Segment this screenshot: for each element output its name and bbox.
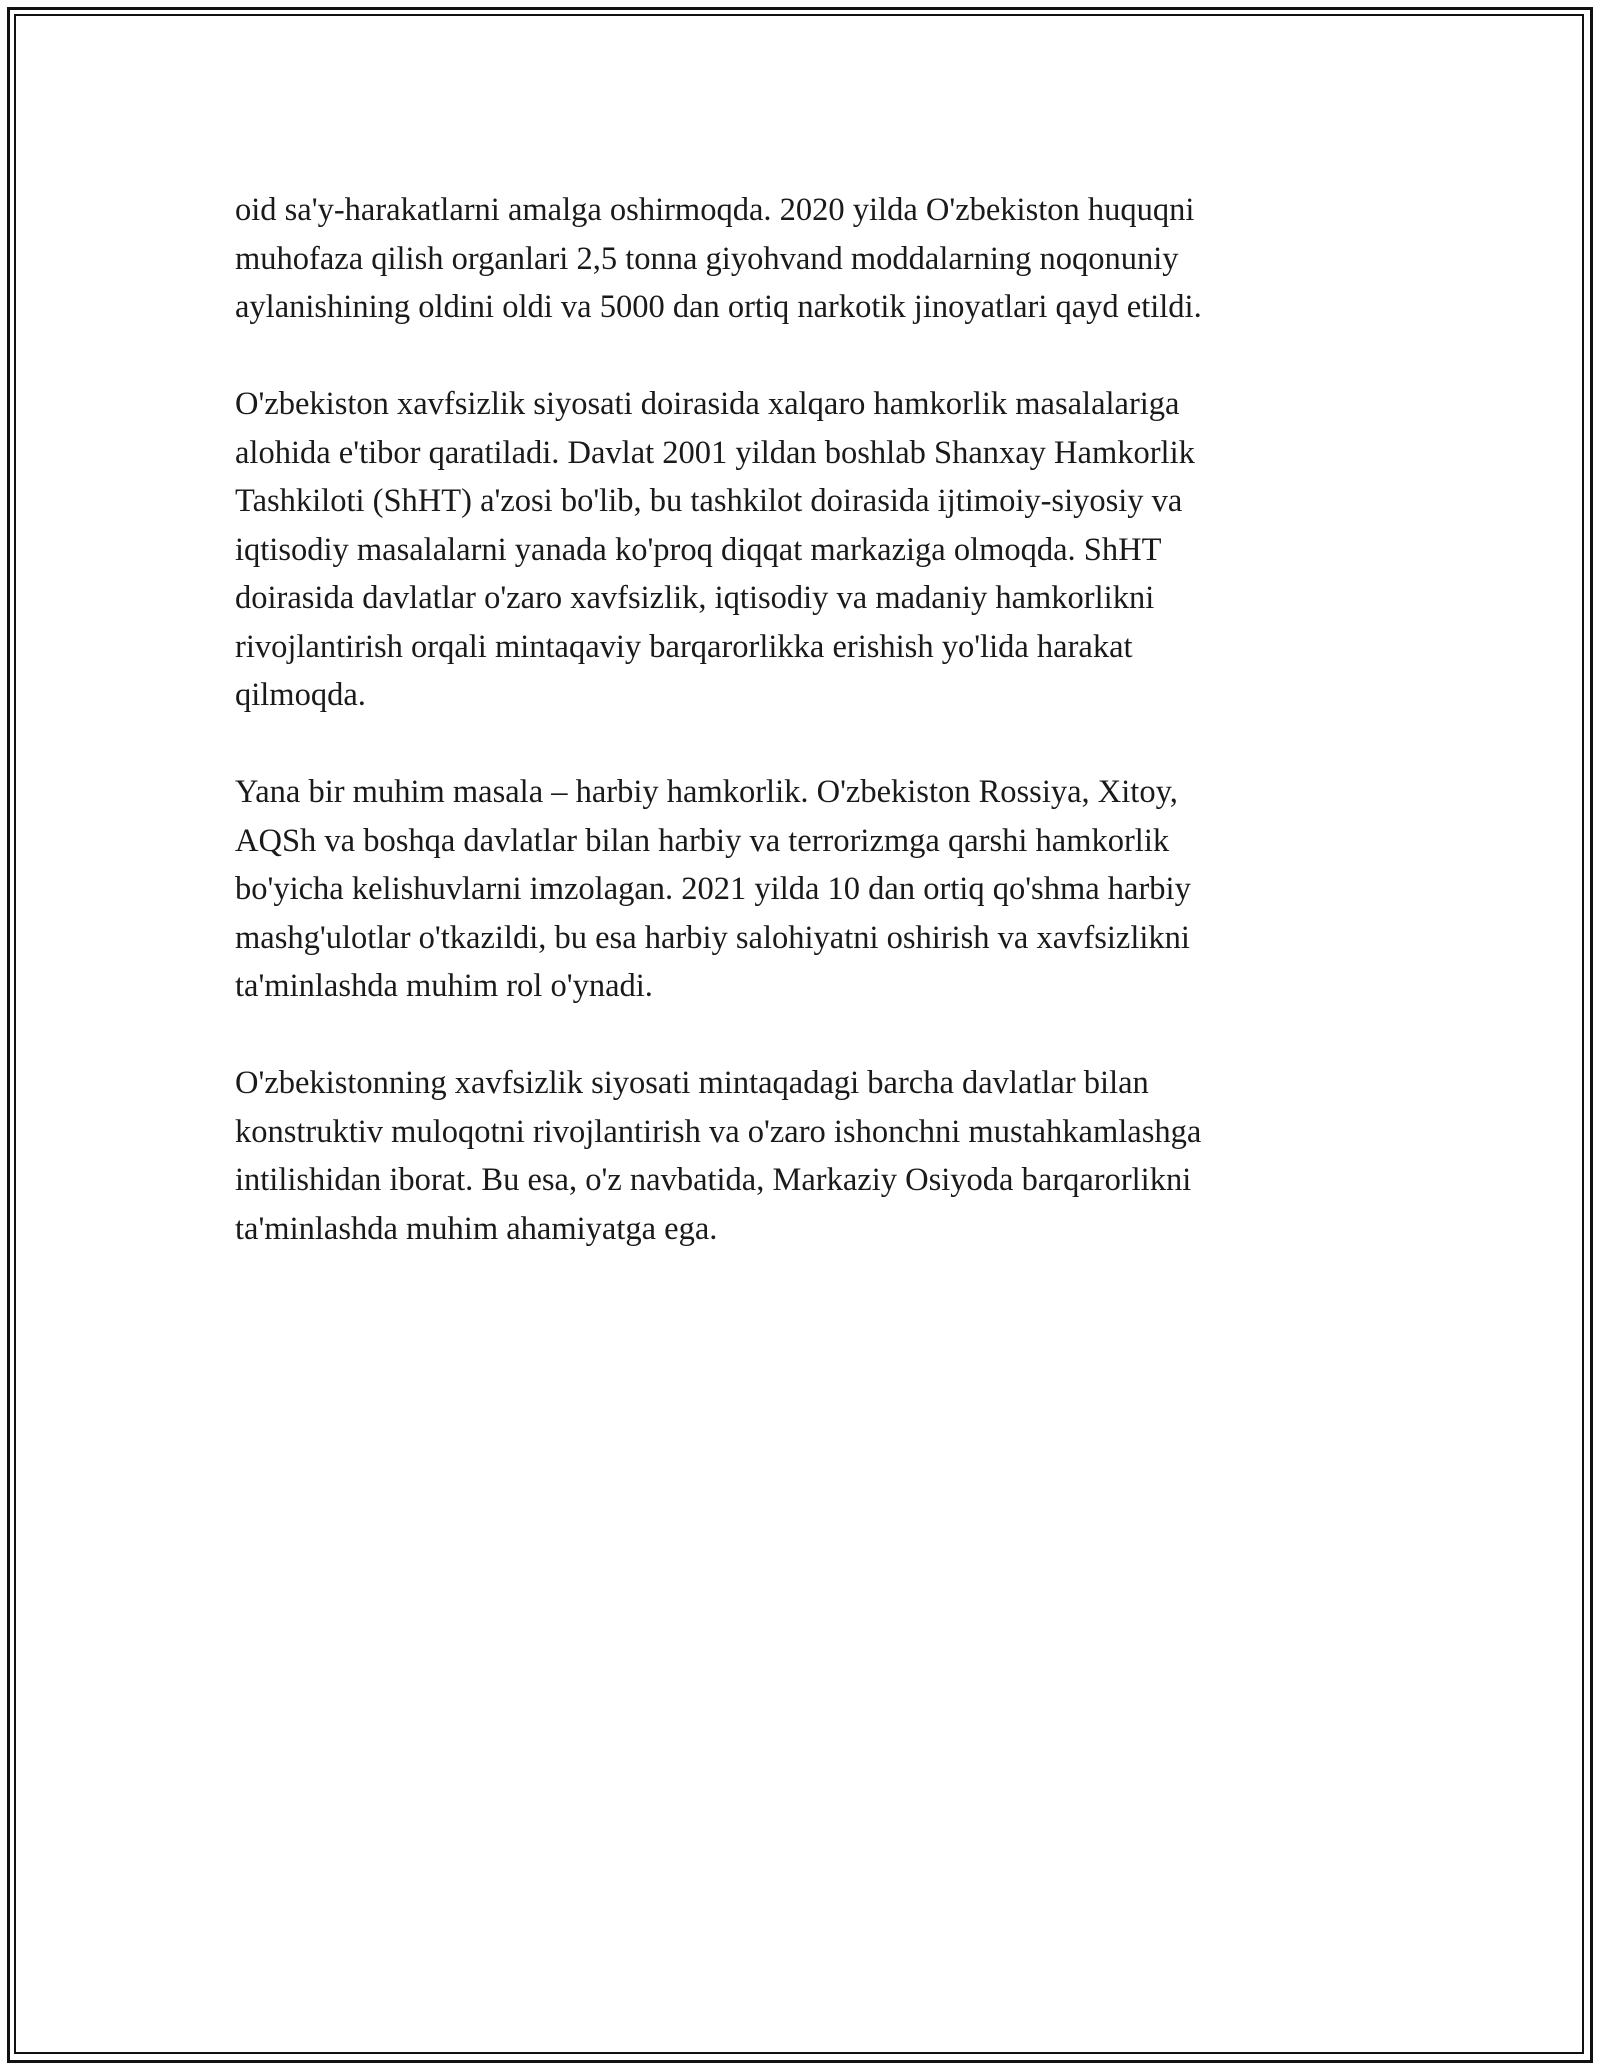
document-body <box>235 186 1375 1302</box>
paragraph-4: O'zbekistonning xavfsizlik siyosati mintaqadagi barcha davlatlar bilan konstruktiv muloqotni rivojlantirish va o'zaro ishonchni mustahkamlashga intilishidan iborat. Bu esa, o'z navbatida, Markaziy Osiyoda barqarorlikni ta'minlashda muhim ahamiyatga ega. <box>235 1065 1202 1247</box>
paragraph-1: oid sa'y-harakatlarni amalga oshirmoqda. 2020 yilda O'zbekiston huquqni muhofaza qilish organlari 2,5 tonna giyohvand moddalarning noqonuniy aylanishining oldini oldi va 5000 dan ortiq narkotik jinoyatlari qayd etildi. <box>235 192 1202 325</box>
paragraph-2: O'zbekiston xavfsizlik siyosati doirasida xalqaro hamkorlik masalalariga alohida e'tibor qaratiladi. Davlat 2001 yildan boshlab Shanxay Hamkorlik Tashkiloti (ShHT) a'zosi bo'lib, bu tashkilot doirasida ijtimoiy-siyosiy va iqtisodiy masalalarni yanada ko'proq diqqat markaziga olmoqda. ShHT doirasida davlatlar o'zaro xavfsizlik, iqtisodiy va madaniy hamkorlikni rivojlantirish orqali mintaqaviy barqarorlikka erishish yo'lida harakat qilmoqda. <box>235 386 1195 713</box>
paragraph-3: Yana bir muhim masala – harbiy hamkorlik. O'zbekiston Rossiya, Xitoy, AQSh va boshqa davlatlar bilan harbiy va terrorizmga qarshi hamkorlik bo'yicha kelishuvlarni imzolagan. 2021 yilda 10 dan ortiq qo'shma harbiy mashg'ulotlar o'tkazildi, bu esa harbiy salohiyatni oshirish va xavfsizlikni ta'minlashda muhim rol o'ynadi. <box>235 774 1191 1004</box>
